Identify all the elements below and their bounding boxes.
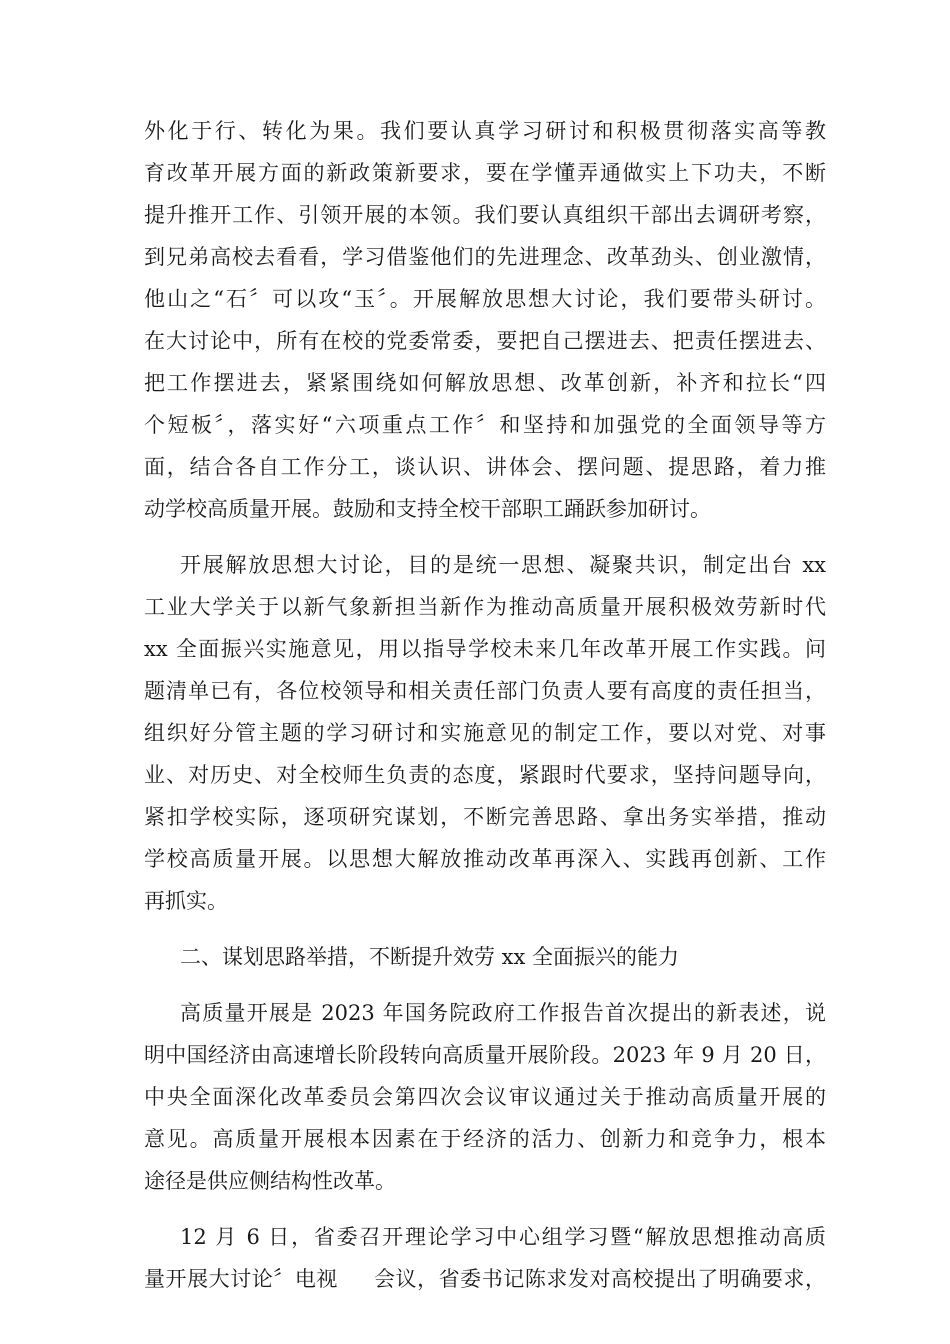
text-line: 12 月 6 日，省委召开理论学习中心组学习暨“解放思想推动高质 (180, 1225, 826, 1249)
text-line: 开展解放思想大讨论，目的是统一思想、凝聚共识，制定出台 xx (180, 553, 826, 577)
text-line: 再抓实。 (144, 889, 228, 913)
text-line: 在大讨论中，所有在校的党委常委，要把自己摆进去、把责任摆进去、 (144, 329, 826, 353)
paragraph-gap (144, 922, 826, 936)
text-line: 组织好分管主题的学习研讨和实施意见的制定工作，要以对党、对事 (144, 721, 826, 745)
paragraph-gap (144, 1202, 826, 1216)
section-heading-text: 二、谋划思路举措，不断提升效劳 xx 全面振兴的能力 (180, 945, 680, 969)
paragraph (144, 544, 826, 922)
paragraph (144, 992, 826, 1202)
text-line: 学校高质量开展。以思想大解放推动改革再深入、实践再创新、工作 (144, 847, 826, 871)
text-line: 工业大学关于以新气象新担当新作为推动高质量开展积极效劳新时代 (144, 595, 826, 619)
text-line: 中央全面深化改革委员会第四次会议审议通过关于推动高质量开展的 (144, 1085, 826, 1109)
document-body (144, 110, 826, 1300)
text-line: 意见。高质量开展根本因素在于经济的活力、创新力和竞争力，根本 (144, 1127, 826, 1151)
text-line: 把工作摆进去，紧紧围绕如何解放思想、改革创新，补齐和拉长“四 (144, 371, 826, 395)
text-line: 面，结合各自工作分工，谈认识、讲体会、摆问题、提思路，着力推 (144, 455, 826, 479)
section-heading (144, 936, 826, 978)
text-line: 提升推开工作、引领开展的本领。我们要认真组织干部出去调研考察， (144, 203, 826, 227)
paragraph (144, 1216, 826, 1300)
text-line: 他山之“石〞可以攻“玉〞。开展解放思想大讨论，我们要带头研讨。 (144, 287, 826, 311)
text-line: 题清单已有，各位校领导和相关责任部门负责人要有高度的责任担当， (144, 679, 826, 703)
text-line: 明中国经济由高速增长阶段转向高质量开展阶段。2023 年 9 月 20 日， (144, 1043, 826, 1067)
text-line: 量开展大讨论〞电视 会议，省委书记陈求发对高校提出了明确要求， (144, 1267, 826, 1291)
text-line: 外化于行、转化为果。我们要认真学习研讨和积极贯彻落实高等教 (144, 119, 826, 143)
text-line: 高质量开展是 2023 年国务院政府工作报告首次提出的新表述，说 (180, 1001, 826, 1025)
text-line: xx 全面振兴实施意见，用以指导学校未来几年改革开展工作实践。问 (144, 637, 826, 661)
text-line: 途径是供应侧结构性改革。 (144, 1169, 396, 1193)
text-line: 动学校高质量开展。鼓励和支持全校干部职工踊跃参加研讨。 (144, 497, 711, 521)
paragraph-gap (144, 530, 826, 544)
paragraph-gap (144, 978, 826, 992)
text-line: 紧扣学校实际，逐项研究谋划，不断完善思路、拿出务实举措，推动 (144, 805, 826, 829)
paragraph-continuation (144, 110, 826, 530)
text-line: 业、对历史、对全校师生负责的态度，紧跟时代要求，坚持问题导向， (144, 763, 826, 787)
text-line: 到兄弟高校去看看，学习借鉴他们的先进理念、改革劲头、创业激情， (144, 245, 826, 269)
text-line: 育改革开展方面的新政策新要求，要在学懂弄通做实上下功夫，不断 (144, 161, 826, 185)
text-line: 个短板〞，落实好“六项重点工作〞和坚持和加强党的全面领导等方 (144, 413, 826, 437)
